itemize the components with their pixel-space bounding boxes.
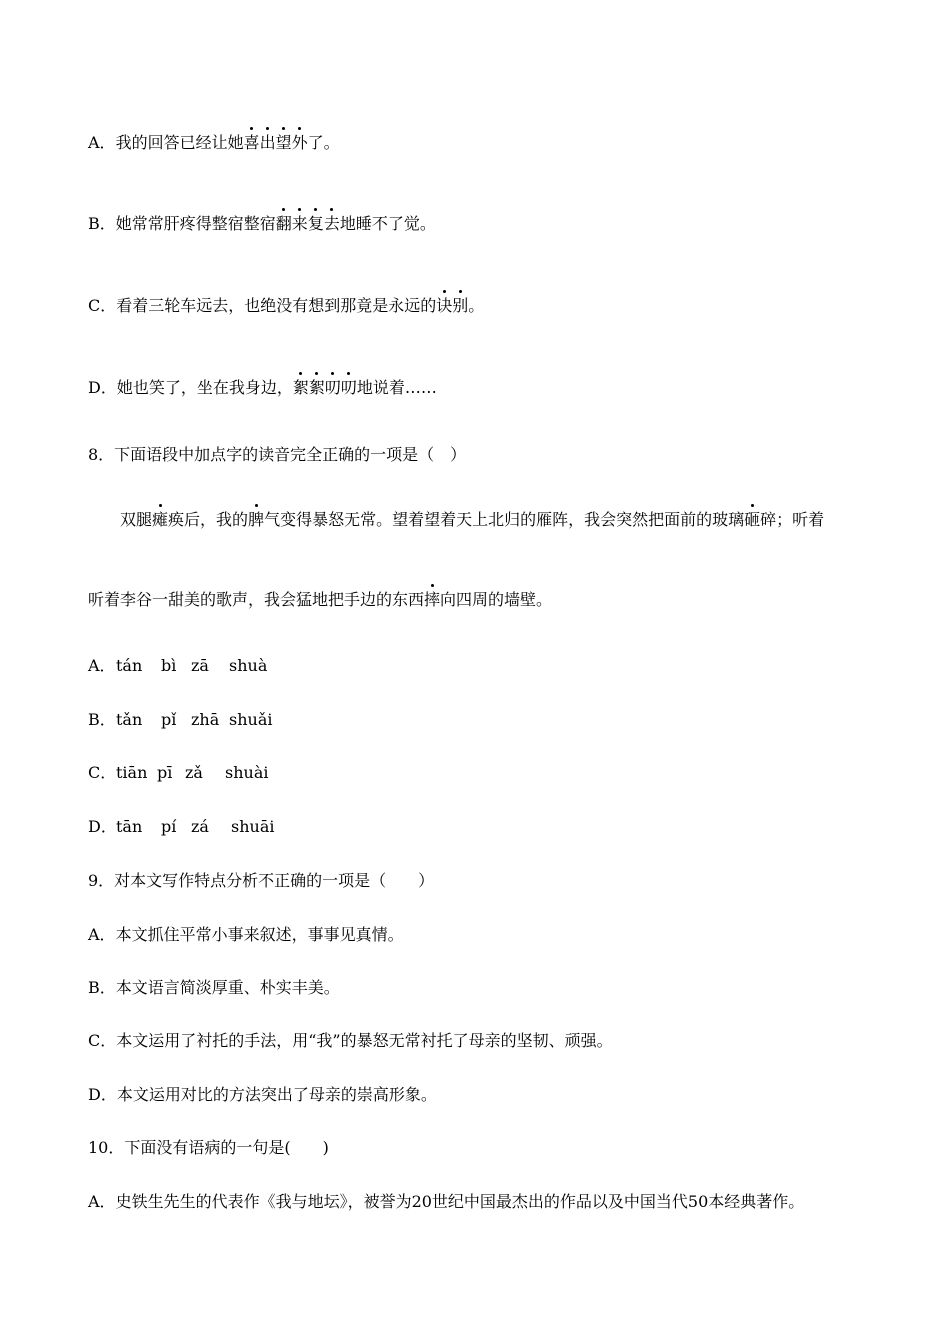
q7-option-c[interactable] [88,294,484,318]
passage-text: 向四周的墙壁。 [440,590,553,609]
pinyin: zhā [191,710,220,729]
dotted-char: 絮 [309,376,325,400]
q8-option-a[interactable] [88,654,267,678]
option-letter: A． [88,925,116,944]
pinyin: pī [157,763,173,782]
pinyin: tān [116,817,143,836]
dotted-char: 复 [308,212,324,236]
q8-passage-line-2 [88,588,552,612]
dotted-char: 外 [292,131,308,155]
q8-option-c[interactable] [88,761,268,785]
dotted-char: 翻 [276,212,292,236]
pinyin: pí [161,817,177,836]
q7-option-d[interactable] [88,376,437,400]
q9-option-a[interactable] [88,923,404,947]
dotted-char: 来 [292,212,308,236]
option-text: 本文运用了衬托的手法，用“我”的暴怒无常衬托了母亲的坚韧、顽强。 [116,1031,613,1050]
pinyin: shuāi [231,817,275,836]
option-letter: B． [88,214,116,233]
dotted-char: 砸 [744,508,760,532]
pinyin: zā [191,656,209,675]
passage-text: 碎；听着 [760,510,825,529]
pinyin: shuà [229,656,268,675]
pinyin: zá [191,817,209,836]
option-letter: B． [88,710,116,729]
option-letter: A． [88,133,116,152]
q8-question: 8．下面语段中加点字的读音完全正确的一项是（ ） [88,445,467,464]
pinyin: zǎ [185,763,203,782]
dotted-char: 望 [276,131,292,155]
passage-text: 痪后，我的 [168,510,249,529]
option-letter: C． [88,296,117,315]
option-text-post: 。 [468,296,485,315]
option-letter: D． [88,1085,117,1104]
option-text-post: 地说着…… [356,378,437,397]
option-text: 史铁生先生的代表作《我与地坛》，被誉为20世纪中国最杰出的作品以及中国当代50本经典著作。 [115,1192,805,1211]
dotted-char: 瘫 [152,508,168,532]
passage-text: 听着李谷一甜美的歌声，我会猛地把手边的东西 [88,590,425,609]
option-text: 本文运用对比的方法突出了母亲的崇高形象。 [116,1085,437,1104]
dotted-char: 摔 [424,588,440,612]
option-text: 本文抓住平常小事来叙述，事事见真情。 [115,925,404,944]
option-letter: D． [88,817,117,836]
pinyin: shuài [225,763,269,782]
dotted-char: 絮 [293,376,309,400]
dotted-char: 去 [324,212,340,236]
option-letter: C． [88,1031,117,1050]
option-letter: A． [88,656,116,675]
q10-option-a[interactable] [88,1190,804,1214]
q7-option-a[interactable] [88,131,340,155]
pinyin: pǐ [161,710,177,729]
dotted-char: 脾 [248,508,264,532]
option-letter: C． [88,763,117,782]
q9-option-c[interactable] [88,1029,613,1053]
pinyin: tǎn [116,710,143,729]
q8-passage-line-1 [120,508,824,532]
q9-option-b[interactable] [88,976,340,1000]
q8-option-b[interactable] [88,708,272,732]
q10-question: 10．下面没有语病的一句是( ) [88,1138,329,1157]
pinyin: bì [161,656,177,675]
option-letter: A． [88,1192,116,1211]
dotted-char: 叨 [325,376,341,400]
dotted-char: 叨 [341,376,357,400]
option-text-post: 地睡不了觉。 [339,214,436,233]
option-letter: D． [88,378,117,397]
option-letter: B． [88,978,116,997]
option-text-post: 了。 [307,133,340,152]
q9-option-d[interactable] [88,1083,437,1107]
option-text-pre: 她常常肝疼得整宿整宿 [115,214,276,233]
pinyin: shuǎi [229,710,273,729]
dotted-char: 诀 [436,294,452,318]
option-text-pre: 我的回答已经让她 [115,133,244,152]
option-text-pre: 她也笑了，坐在我身边， [116,378,293,397]
dotted-char: 别 [452,294,468,318]
pinyin: tiān [116,763,148,782]
passage-text: 双腿 [120,510,153,529]
dotted-char: 喜 [244,131,260,155]
q8-option-d[interactable] [88,815,274,839]
dotted-char: 出 [260,131,276,155]
option-text: 本文语言简淡厚重、朴实丰美。 [115,978,340,997]
q9-question: 9．对本文写作特点分析不正确的一项是（ ） [88,871,435,890]
passage-text: 气变得暴怒无常。望着望着天上北归的雁阵，我会突然把面前的玻璃 [264,510,745,529]
q7-option-b[interactable] [88,212,436,236]
pinyin: tán [116,656,143,675]
option-text-pre: 看着三轮车远去，也绝没有想到那竟是永远的 [116,296,437,315]
